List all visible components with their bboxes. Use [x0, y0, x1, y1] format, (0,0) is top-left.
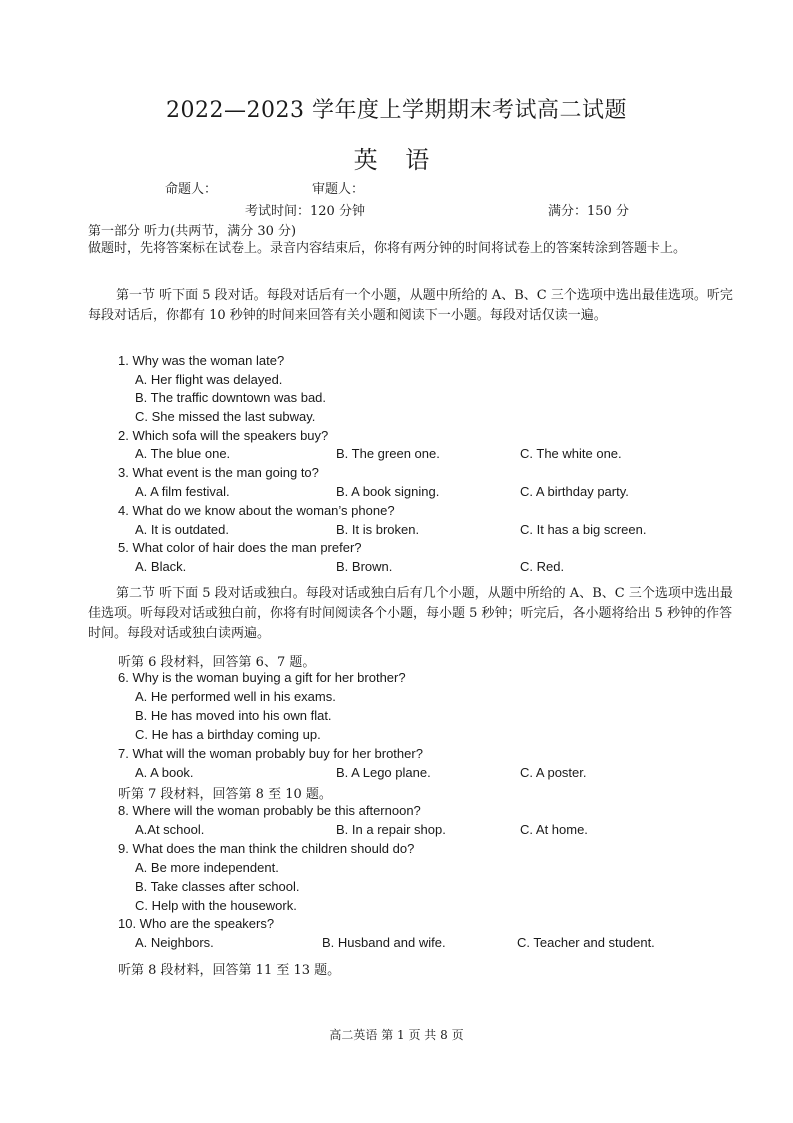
question-10-option-b: B. Husband and wife.	[322, 935, 446, 950]
question-9-option-a: A. Be more independent.	[135, 860, 279, 875]
question-1-option-c: C. She missed the last subway.	[135, 409, 316, 424]
question-1-stem: 1. Why was the woman late?	[118, 353, 285, 368]
question-7-option-c: C. A poster.	[520, 765, 587, 780]
question-9-stem: 9. What does the man think the children should do?	[118, 841, 415, 856]
question-10-option-c: C. Teacher and student.	[517, 935, 655, 950]
question-10-option-a: A. Neighbors.	[135, 935, 214, 950]
question-8-stem: 8. Where will the woman probably be this afternoon?	[118, 803, 421, 818]
question-6-stem: 6. Why is the woman buying a gift for her brother?	[118, 670, 406, 685]
question-4-option-a: A. It is outdated.	[135, 522, 229, 537]
question-5-stem: 5. What color of hair does the man prefer?	[118, 540, 362, 555]
question-9-option-c: C. Help with the housework.	[135, 898, 297, 913]
question-3-option-b: B. A book signing.	[336, 484, 440, 499]
question-3-option-a: A. A film festival.	[135, 484, 230, 499]
section1-instruction: 第一节 听下面 5 段对话。每段对话后有一个小题，从题中所给的 A、B、C 三个选项中选出最佳选项。听完每段对话后，你都有 10 秒钟的时间来回答有关小题和阅读下一小题。每段对话仅读一遍。	[88, 288, 733, 323]
part1-instruction: 做题时，先将答案标在试卷上。录音内容结束后，你将有两分钟的时间将试卷上的答案转涂到答题卡上。	[88, 241, 687, 256]
material-7-heading: 听第 7 段材料，回答第 8 至 10 题。	[118, 787, 332, 802]
question-10-stem: 10. Who are the speakers?	[118, 916, 275, 931]
question-4-option-c: C. It has a big screen.	[520, 522, 647, 537]
reviewer-label: 审题人：	[312, 182, 365, 197]
question-7-option-a: A. A book.	[135, 765, 194, 780]
question-6-option-a: A. He performed well in his exams.	[135, 689, 336, 704]
question-3-option-c: C. A birthday party.	[520, 484, 629, 499]
question-8-option-c: C. At home.	[520, 822, 588, 837]
question-9-option-b: B. Take classes after school.	[135, 879, 300, 894]
author-label: 命题人：	[165, 182, 218, 197]
question-6-option-b: B. He has moved into his own flat.	[135, 708, 332, 723]
question-2-option-c: C. The white one.	[520, 446, 622, 461]
question-1-option-b: B. The traffic downtown was bad.	[135, 390, 327, 405]
question-7-stem: 7. What will the woman probably buy for her brother?	[118, 746, 423, 761]
page-footer: 高二英语 第 1 页 共 8 页	[329, 1028, 464, 1042]
question-4-option-b: B. It is broken.	[336, 522, 420, 537]
question-7-option-b: B. A Lego plane.	[336, 765, 431, 780]
exam-title: 2022—2023 学年度上学期期末考试高二试题	[166, 98, 627, 123]
question-5-option-c: C. Red.	[520, 559, 565, 574]
full-score: 满分：150 分	[548, 204, 629, 219]
question-3-stem: 3. What event is the man going to?	[118, 465, 319, 480]
question-2-option-a: A. The blue one.	[135, 446, 231, 461]
question-1-option-a: A. Her flight was delayed.	[135, 372, 283, 387]
question-5-option-a: A. Black.	[135, 559, 187, 574]
question-2-stem: 2. Which sofa will the speakers buy?	[118, 428, 329, 443]
exam-time: 考试时间：120 分钟	[245, 204, 365, 219]
part1-heading: 第一部分 听力(共两节，满分 30 分)	[88, 224, 297, 239]
question-8-option-a: A.At school.	[135, 822, 205, 837]
question-4-stem: 4. What do we know about the woman’s phone?	[118, 503, 395, 518]
question-2-option-b: B. The green one.	[336, 446, 440, 461]
subject-title: 英 语	[353, 146, 440, 174]
material-8-heading: 听第 8 段材料，回答第 11 至 13 题。	[118, 963, 341, 978]
question-8-option-b: B. In a repair shop.	[336, 822, 446, 837]
section2-instruction: 第二节 听下面 5 段对话或独白。每段对话或独白后有几个小题，从题中所给的 A、B、C 三个选项中选出最佳选项。听每段对话或独白前，你将有时间阅读各个小题，每小题 5 秒钟；听完后，各小题将给出 5 秒钟的作答时间。每段对话或独白读两遍。	[88, 586, 733, 641]
material-6-heading: 听第 6 段材料，回答第 6、7 题。	[118, 655, 316, 670]
question-6-option-c: C. He has a birthday coming up.	[135, 727, 321, 742]
question-5-option-b: B. Brown.	[336, 559, 393, 574]
